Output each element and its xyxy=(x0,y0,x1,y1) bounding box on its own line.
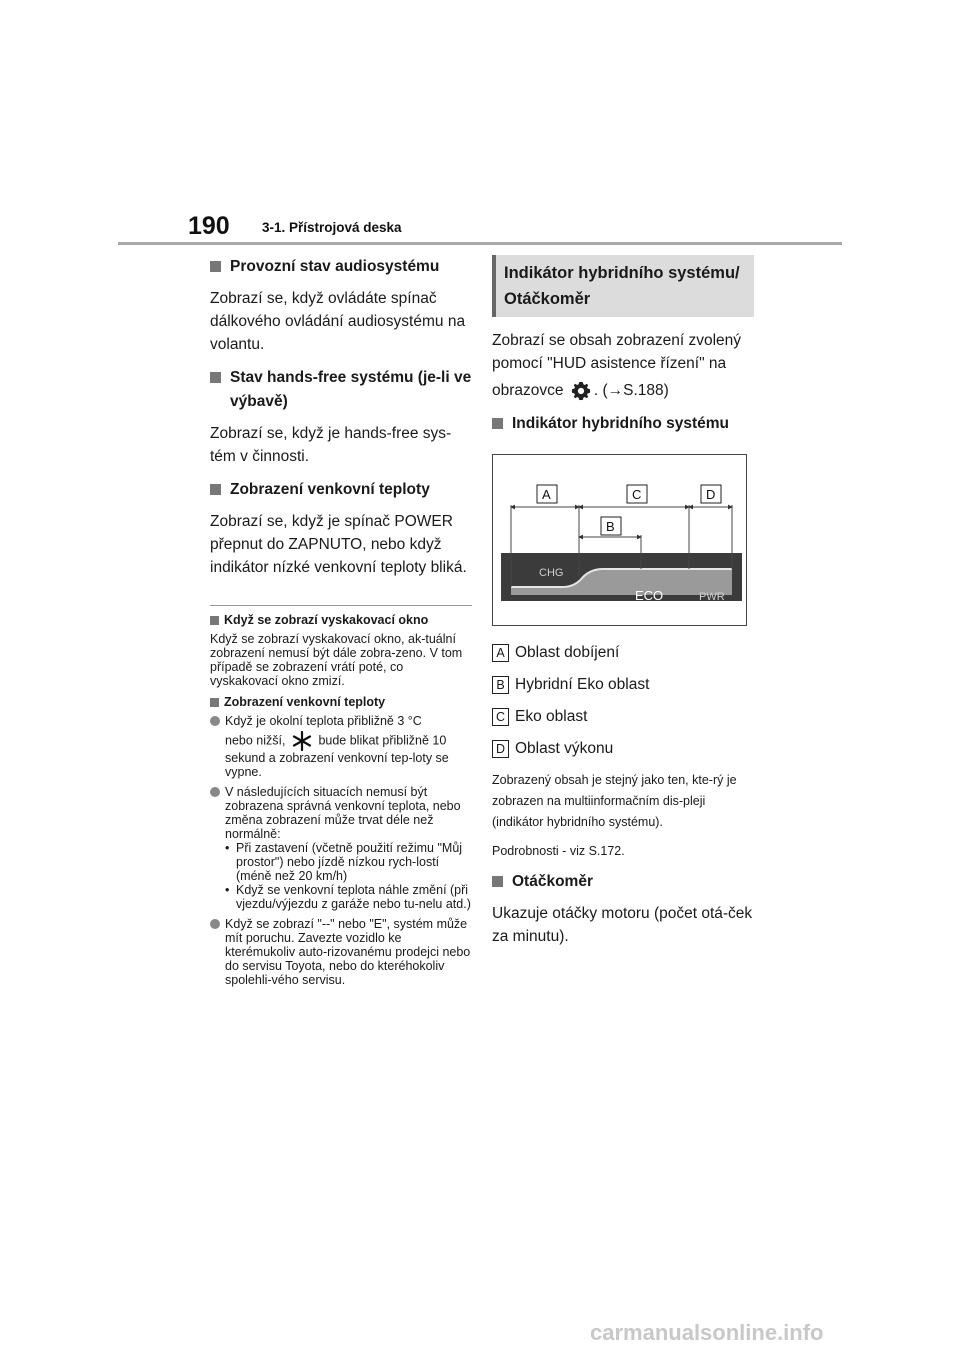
legend-c: C Eko oblast xyxy=(492,706,754,727)
audio-text: Zobrazí se, když ovládáte spínač dálkového ovládání audiosystému na volantu. xyxy=(210,290,466,353)
square-bullet-icon xyxy=(210,698,219,707)
sub-bullet-change: • Když se venkovní teplota náhle změní (při vjezdu/výjezdu z garáže nebo tu-nelu atd.) xyxy=(225,883,471,911)
square-bullet-icon xyxy=(210,372,221,383)
header-divider xyxy=(118,242,842,245)
legend-d: D Oblast výkonu xyxy=(492,738,754,759)
page-number: 190 xyxy=(188,212,230,240)
snowflake-icon xyxy=(292,731,312,751)
label-b: B xyxy=(606,519,615,534)
pwr-label: PWR xyxy=(699,591,725,603)
right-column xyxy=(492,255,754,958)
audio-heading: Provozní stav audiosystému xyxy=(210,255,472,279)
section-title: 3-1. Přístrojová deska xyxy=(262,220,402,235)
intro-text: Zobrazí se obsah zobrazení zvolený pomocí "HUD asistence řízení" na xyxy=(492,332,741,372)
note-temp-heading: Zobrazení venkovní teploty xyxy=(210,694,472,710)
bullet-situations: V následujících situacích nemusí být zobrazena správná venkovní teplota, nebo změna zobrazení může trvat déle než normálně: • Při zastavení (včetně použití režimu "Můj prostor") nebo jízdě nízkou rych-lostí (méně než 20 km/h) • Když se venkovní teplota náhle změní (při vjezdu/výjezdu z garáže nebo tu-nelu atd.) xyxy=(210,785,472,911)
label-c: C xyxy=(632,487,642,502)
chg-label: CHG xyxy=(539,567,564,579)
tacho-heading: Otáčkoměr xyxy=(492,870,754,894)
notes-divider xyxy=(210,605,472,606)
square-bullet-icon xyxy=(492,876,503,887)
hybrid-indicator-heading: Indikátor hybridního systému xyxy=(492,412,754,436)
legend-a: A Oblast dobíjení xyxy=(492,642,754,663)
square-bullet-icon xyxy=(210,616,219,625)
eco-label: ECO xyxy=(635,588,664,603)
caption-same-content: Zobrazený obsah je stejný jako ten, kte-rý je zobrazen na multiinformačním dis-pleji (indikátor hybridního systému). xyxy=(492,773,737,829)
round-bullet-icon xyxy=(210,716,220,726)
hybrid-indicator-diagram xyxy=(493,455,746,625)
handsfree-text: Zobrazí se, když je hands-free sys-tém v činnosti. xyxy=(210,425,452,465)
gear-icon xyxy=(570,380,592,402)
round-bullet-icon xyxy=(210,919,220,929)
label-a: A xyxy=(542,487,551,502)
caption-details: Podrobnosti - viz S.172. xyxy=(492,844,625,858)
hybrid-indicator-figure xyxy=(492,454,747,626)
note-popup-heading: Když se zobrazí vyskakovací okno xyxy=(210,612,472,628)
intro-text-2: obrazovce . (→S.188) xyxy=(492,379,754,402)
watermark: carmanualsonline.info xyxy=(590,1320,824,1345)
bullet-fault: Když se zobrazí "--" nebo "E", systém může mít poruchu. Zavezte vozidlo ke kterémukoliv auto-rizovanému prodejci nebo do servisu Toyota, nebo do kteréhokoliv spolehli-vého servisu. xyxy=(210,917,472,987)
round-bullet-icon xyxy=(210,787,220,797)
legend-b: B Hybridní Eko oblast xyxy=(492,674,754,695)
handsfree-heading: Stav hands-free systému (je-li ve výbavě) xyxy=(210,366,472,414)
sub-bullet-stop: • Při zastavení (včetně použití režimu "Můj prostor") nebo jízdě nízkou rych-lostí (méně než 20 km/h) xyxy=(225,841,463,883)
left-column xyxy=(210,255,472,993)
temp-heading: Zobrazení venkovní teploty xyxy=(210,478,472,502)
note-popup-text: Když se zobrazí vyskakovací okno, ak-tuální zobrazení nemusí být dále zobra-zeno. V tom případě se zobrazení vrátí poté, co vyskakovací okno zmizí. xyxy=(210,632,463,688)
temp-text: Zobrazí se, když je spínač POWER přepnut do ZAPNUTO, nebo když indikátor nízké venkovní teploty bliká. xyxy=(210,513,467,576)
square-bullet-icon xyxy=(210,484,221,495)
square-bullet-icon xyxy=(492,418,503,429)
label-d: D xyxy=(706,487,716,502)
tacho-text: Ukazuje otáčky motoru (počet otá-ček za minutu). xyxy=(492,905,753,945)
bullet-low-temp: Když je okolní teplota přibližně 3 °C nebo nižší, bude blikat přibližně 10 sekund a zobrazení venkovní tep-loty se vypne. xyxy=(210,714,472,779)
hybrid-tacho-heading: Indikátor hybridního systému/ Otáčkoměr xyxy=(492,255,754,317)
square-bullet-icon xyxy=(210,261,221,272)
